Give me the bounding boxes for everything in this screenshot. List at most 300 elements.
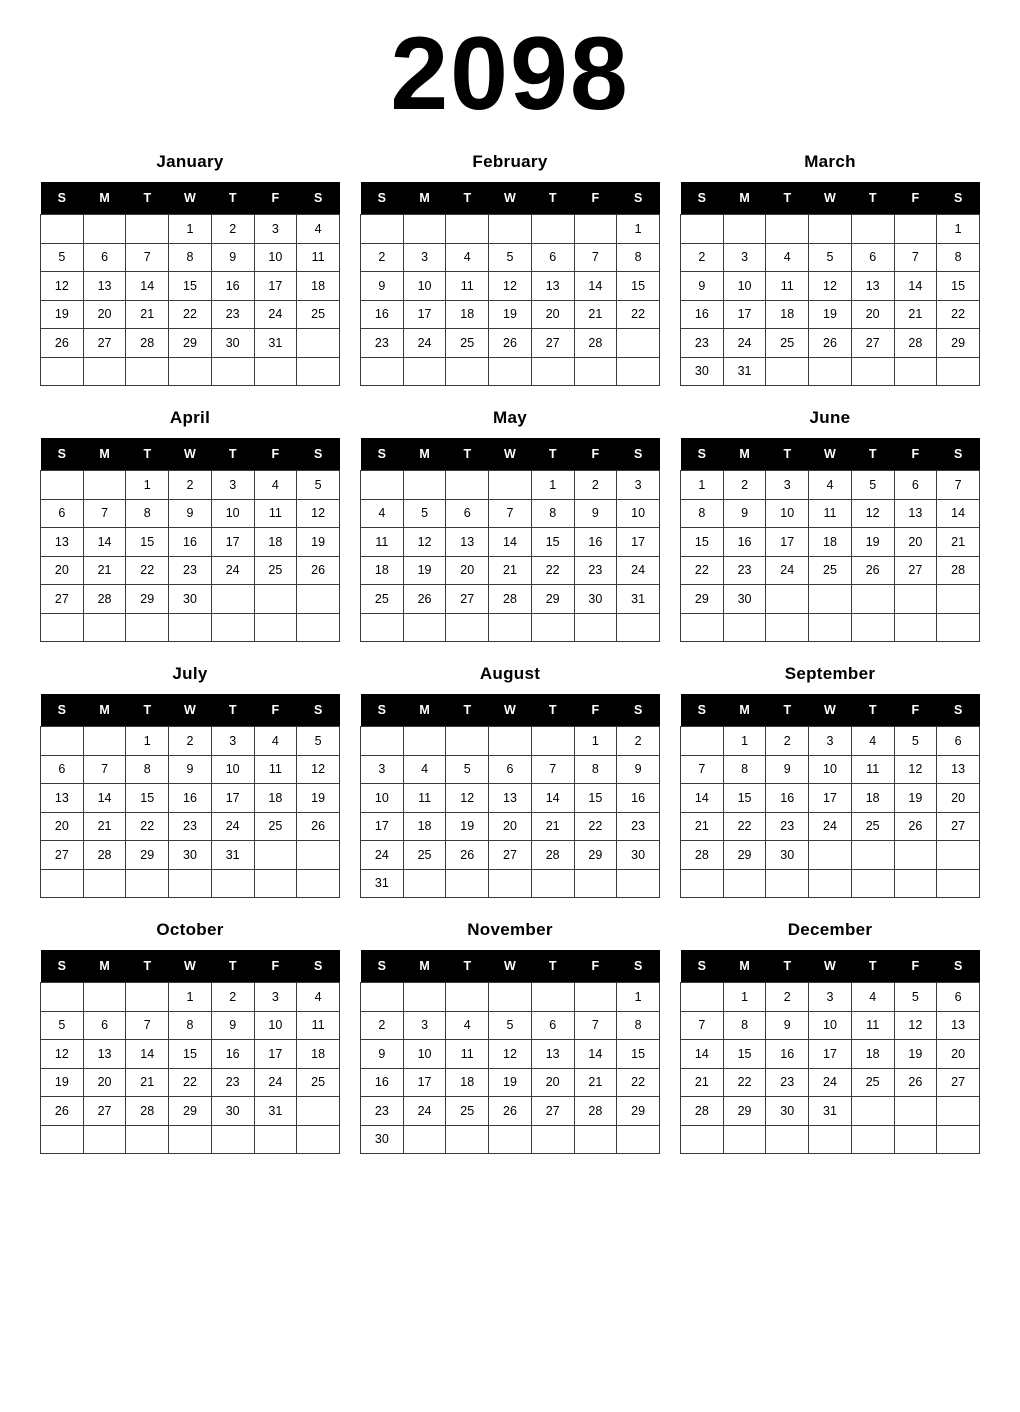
day-cell[interactable]: 19	[489, 1068, 532, 1097]
day-cell[interactable]: 31	[617, 585, 660, 614]
day-cell[interactable]: 10	[809, 755, 852, 784]
day-cell[interactable]: 30	[361, 1125, 404, 1154]
day-cell[interactable]: 8	[617, 243, 660, 272]
day-cell[interactable]: 14	[126, 272, 169, 301]
day-cell[interactable]: 19	[41, 1068, 84, 1097]
day-cell[interactable]: 12	[894, 1011, 937, 1040]
day-cell[interactable]: 14	[937, 499, 980, 528]
day-cell[interactable]: 22	[617, 1068, 660, 1097]
day-cell[interactable]: 6	[937, 983, 980, 1012]
day-cell[interactable]: 22	[937, 300, 980, 329]
day-cell[interactable]: 13	[531, 272, 574, 301]
day-cell[interactable]: 25	[403, 841, 446, 870]
day-cell[interactable]: 22	[126, 812, 169, 841]
day-cell[interactable]: 4	[446, 243, 489, 272]
day-cell[interactable]: 5	[851, 471, 894, 500]
day-cell[interactable]: 19	[851, 528, 894, 557]
day-cell[interactable]: 27	[489, 841, 532, 870]
day-cell[interactable]: 8	[937, 243, 980, 272]
day-cell[interactable]: 5	[809, 243, 852, 272]
day-cell[interactable]: 15	[681, 528, 724, 557]
day-cell[interactable]: 28	[574, 329, 617, 358]
day-cell[interactable]: 18	[851, 784, 894, 813]
day-cell[interactable]: 1	[617, 215, 660, 244]
day-cell[interactable]: 10	[723, 272, 766, 301]
day-cell[interactable]: 21	[126, 300, 169, 329]
day-cell[interactable]: 23	[169, 812, 212, 841]
day-cell[interactable]: 25	[254, 556, 297, 585]
day-cell[interactable]: 26	[41, 1097, 84, 1126]
day-cell[interactable]: 6	[446, 499, 489, 528]
day-cell[interactable]: 4	[297, 983, 340, 1012]
day-cell[interactable]: 3	[211, 727, 254, 756]
day-cell[interactable]: 8	[723, 755, 766, 784]
day-cell[interactable]: 29	[126, 585, 169, 614]
day-cell[interactable]: 7	[83, 755, 126, 784]
day-cell[interactable]: 9	[361, 272, 404, 301]
day-cell[interactable]: 19	[446, 812, 489, 841]
day-cell[interactable]: 12	[809, 272, 852, 301]
day-cell[interactable]: 4	[851, 727, 894, 756]
day-cell[interactable]: 8	[617, 1011, 660, 1040]
day-cell[interactable]: 24	[211, 812, 254, 841]
day-cell[interactable]: 14	[574, 272, 617, 301]
day-cell[interactable]: 19	[297, 528, 340, 557]
day-cell[interactable]: 13	[531, 1040, 574, 1069]
day-cell[interactable]: 7	[937, 471, 980, 500]
day-cell[interactable]: 12	[297, 755, 340, 784]
day-cell[interactable]: 18	[766, 300, 809, 329]
day-cell[interactable]: 6	[937, 727, 980, 756]
day-cell[interactable]: 9	[169, 499, 212, 528]
day-cell[interactable]: 3	[809, 727, 852, 756]
day-cell[interactable]: 30	[169, 841, 212, 870]
day-cell[interactable]: 30	[169, 585, 212, 614]
day-cell[interactable]: 6	[83, 243, 126, 272]
day-cell[interactable]: 24	[254, 1068, 297, 1097]
day-cell[interactable]: 8	[169, 1011, 212, 1040]
day-cell[interactable]: 1	[531, 471, 574, 500]
day-cell[interactable]: 19	[894, 1040, 937, 1069]
day-cell[interactable]: 30	[681, 357, 724, 386]
day-cell[interactable]: 1	[169, 215, 212, 244]
day-cell[interactable]: 11	[254, 499, 297, 528]
day-cell[interactable]: 2	[766, 983, 809, 1012]
day-cell[interactable]: 13	[41, 528, 84, 557]
day-cell[interactable]: 31	[254, 1097, 297, 1126]
day-cell[interactable]: 18	[297, 1040, 340, 1069]
day-cell[interactable]: 26	[446, 841, 489, 870]
day-cell[interactable]: 23	[766, 812, 809, 841]
day-cell[interactable]: 16	[361, 300, 404, 329]
day-cell[interactable]: 17	[254, 272, 297, 301]
day-cell[interactable]: 9	[169, 755, 212, 784]
day-cell[interactable]: 28	[574, 1097, 617, 1126]
day-cell[interactable]: 13	[41, 784, 84, 813]
day-cell[interactable]: 30	[211, 329, 254, 358]
day-cell[interactable]: 29	[937, 329, 980, 358]
day-cell[interactable]: 5	[894, 983, 937, 1012]
day-cell[interactable]: 11	[361, 528, 404, 557]
day-cell[interactable]: 26	[41, 329, 84, 358]
day-cell[interactable]: 29	[681, 585, 724, 614]
day-cell[interactable]: 5	[446, 755, 489, 784]
day-cell[interactable]: 10	[403, 272, 446, 301]
day-cell[interactable]: 20	[41, 812, 84, 841]
day-cell[interactable]: 25	[254, 812, 297, 841]
day-cell[interactable]: 9	[681, 272, 724, 301]
day-cell[interactable]: 11	[254, 755, 297, 784]
day-cell[interactable]: 6	[531, 1011, 574, 1040]
day-cell[interactable]: 13	[83, 1040, 126, 1069]
day-cell[interactable]: 16	[766, 1040, 809, 1069]
day-cell[interactable]: 22	[169, 1068, 212, 1097]
day-cell[interactable]: 6	[851, 243, 894, 272]
day-cell[interactable]: 28	[126, 1097, 169, 1126]
day-cell[interactable]: 15	[617, 272, 660, 301]
day-cell[interactable]: 18	[403, 812, 446, 841]
day-cell[interactable]: 20	[41, 556, 84, 585]
day-cell[interactable]: 26	[809, 329, 852, 358]
day-cell[interactable]: 7	[894, 243, 937, 272]
day-cell[interactable]: 12	[851, 499, 894, 528]
day-cell[interactable]: 30	[766, 1097, 809, 1126]
day-cell[interactable]: 12	[297, 499, 340, 528]
day-cell[interactable]: 21	[574, 300, 617, 329]
day-cell[interactable]: 27	[446, 585, 489, 614]
day-cell[interactable]: 5	[894, 727, 937, 756]
day-cell[interactable]: 22	[723, 812, 766, 841]
day-cell[interactable]: 5	[403, 499, 446, 528]
day-cell[interactable]: 22	[617, 300, 660, 329]
day-cell[interactable]: 5	[297, 727, 340, 756]
day-cell[interactable]: 22	[574, 812, 617, 841]
day-cell[interactable]: 6	[41, 755, 84, 784]
day-cell[interactable]: 23	[361, 329, 404, 358]
day-cell[interactable]: 4	[361, 499, 404, 528]
day-cell[interactable]: 3	[254, 215, 297, 244]
day-cell[interactable]: 23	[574, 556, 617, 585]
day-cell[interactable]: 8	[126, 755, 169, 784]
day-cell[interactable]: 1	[169, 983, 212, 1012]
day-cell[interactable]: 14	[126, 1040, 169, 1069]
day-cell[interactable]: 12	[41, 1040, 84, 1069]
day-cell[interactable]: 14	[83, 528, 126, 557]
day-cell[interactable]: 25	[297, 300, 340, 329]
day-cell[interactable]: 6	[83, 1011, 126, 1040]
day-cell[interactable]: 21	[937, 528, 980, 557]
day-cell[interactable]: 18	[254, 528, 297, 557]
day-cell[interactable]: 6	[41, 499, 84, 528]
day-cell[interactable]: 7	[126, 1011, 169, 1040]
day-cell[interactable]: 2	[169, 471, 212, 500]
day-cell[interactable]: 17	[211, 784, 254, 813]
day-cell[interactable]: 19	[489, 300, 532, 329]
day-cell[interactable]: 20	[446, 556, 489, 585]
day-cell[interactable]: 7	[574, 243, 617, 272]
day-cell[interactable]: 10	[617, 499, 660, 528]
day-cell[interactable]: 25	[809, 556, 852, 585]
day-cell[interactable]: 4	[254, 471, 297, 500]
day-cell[interactable]: 1	[723, 727, 766, 756]
day-cell[interactable]: 18	[254, 784, 297, 813]
day-cell[interactable]: 25	[361, 585, 404, 614]
day-cell[interactable]: 15	[937, 272, 980, 301]
day-cell[interactable]: 27	[937, 1068, 980, 1097]
day-cell[interactable]: 11	[766, 272, 809, 301]
day-cell[interactable]: 18	[297, 272, 340, 301]
day-cell[interactable]: 28	[894, 329, 937, 358]
day-cell[interactable]: 8	[126, 499, 169, 528]
day-cell[interactable]: 9	[211, 1011, 254, 1040]
day-cell[interactable]: 14	[531, 784, 574, 813]
day-cell[interactable]: 4	[254, 727, 297, 756]
day-cell[interactable]: 19	[894, 784, 937, 813]
day-cell[interactable]: 5	[41, 243, 84, 272]
day-cell[interactable]: 16	[574, 528, 617, 557]
day-cell[interactable]: 26	[403, 585, 446, 614]
day-cell[interactable]: 22	[126, 556, 169, 585]
day-cell[interactable]: 12	[446, 784, 489, 813]
day-cell[interactable]: 26	[297, 556, 340, 585]
day-cell[interactable]: 9	[617, 755, 660, 784]
day-cell[interactable]: 25	[766, 329, 809, 358]
day-cell[interactable]: 7	[681, 1011, 724, 1040]
day-cell[interactable]: 17	[723, 300, 766, 329]
day-cell[interactable]: 3	[809, 983, 852, 1012]
day-cell[interactable]: 12	[41, 272, 84, 301]
day-cell[interactable]: 24	[403, 329, 446, 358]
day-cell[interactable]: 28	[489, 585, 532, 614]
day-cell[interactable]: 24	[211, 556, 254, 585]
day-cell[interactable]: 15	[574, 784, 617, 813]
day-cell[interactable]: 16	[617, 784, 660, 813]
day-cell[interactable]: 20	[937, 1040, 980, 1069]
day-cell[interactable]: 13	[83, 272, 126, 301]
day-cell[interactable]: 10	[766, 499, 809, 528]
day-cell[interactable]: 7	[574, 1011, 617, 1040]
day-cell[interactable]: 5	[41, 1011, 84, 1040]
day-cell[interactable]: 23	[361, 1097, 404, 1126]
day-cell[interactable]: 21	[531, 812, 574, 841]
day-cell[interactable]: 3	[403, 1011, 446, 1040]
day-cell[interactable]: 29	[574, 841, 617, 870]
day-cell[interactable]: 13	[937, 755, 980, 784]
day-cell[interactable]: 1	[126, 727, 169, 756]
day-cell[interactable]: 26	[489, 1097, 532, 1126]
day-cell[interactable]: 9	[574, 499, 617, 528]
day-cell[interactable]: 28	[83, 841, 126, 870]
day-cell[interactable]: 5	[489, 1011, 532, 1040]
day-cell[interactable]: 24	[766, 556, 809, 585]
day-cell[interactable]: 17	[403, 300, 446, 329]
day-cell[interactable]: 20	[531, 300, 574, 329]
day-cell[interactable]: 21	[574, 1068, 617, 1097]
day-cell[interactable]: 13	[937, 1011, 980, 1040]
day-cell[interactable]: 14	[894, 272, 937, 301]
day-cell[interactable]: 8	[723, 1011, 766, 1040]
day-cell[interactable]: 3	[617, 471, 660, 500]
day-cell[interactable]: 31	[361, 869, 404, 898]
day-cell[interactable]: 6	[489, 755, 532, 784]
day-cell[interactable]: 23	[169, 556, 212, 585]
day-cell[interactable]: 20	[937, 784, 980, 813]
day-cell[interactable]: 11	[297, 1011, 340, 1040]
day-cell[interactable]: 7	[489, 499, 532, 528]
day-cell[interactable]: 30	[617, 841, 660, 870]
day-cell[interactable]: 31	[809, 1097, 852, 1126]
day-cell[interactable]: 17	[766, 528, 809, 557]
day-cell[interactable]: 30	[211, 1097, 254, 1126]
day-cell[interactable]: 31	[211, 841, 254, 870]
day-cell[interactable]: 17	[254, 1040, 297, 1069]
day-cell[interactable]: 27	[83, 1097, 126, 1126]
day-cell[interactable]: 27	[937, 812, 980, 841]
day-cell[interactable]: 12	[489, 272, 532, 301]
day-cell[interactable]: 27	[83, 329, 126, 358]
day-cell[interactable]: 24	[361, 841, 404, 870]
day-cell[interactable]: 14	[681, 1040, 724, 1069]
day-cell[interactable]: 27	[894, 556, 937, 585]
day-cell[interactable]: 4	[403, 755, 446, 784]
day-cell[interactable]: 11	[297, 243, 340, 272]
day-cell[interactable]: 2	[361, 243, 404, 272]
day-cell[interactable]: 2	[361, 1011, 404, 1040]
day-cell[interactable]: 10	[211, 499, 254, 528]
day-cell[interactable]: 25	[297, 1068, 340, 1097]
day-cell[interactable]: 29	[169, 1097, 212, 1126]
day-cell[interactable]: 28	[681, 1097, 724, 1126]
day-cell[interactable]: 25	[446, 329, 489, 358]
day-cell[interactable]: 13	[446, 528, 489, 557]
day-cell[interactable]: 16	[211, 1040, 254, 1069]
day-cell[interactable]: 23	[211, 300, 254, 329]
day-cell[interactable]: 2	[574, 471, 617, 500]
day-cell[interactable]: 25	[446, 1097, 489, 1126]
day-cell[interactable]: 22	[681, 556, 724, 585]
day-cell[interactable]: 6	[531, 243, 574, 272]
day-cell[interactable]: 7	[126, 243, 169, 272]
day-cell[interactable]: 1	[937, 215, 980, 244]
day-cell[interactable]: 21	[894, 300, 937, 329]
day-cell[interactable]: 16	[723, 528, 766, 557]
day-cell[interactable]: 29	[126, 841, 169, 870]
day-cell[interactable]: 26	[851, 556, 894, 585]
day-cell[interactable]: 20	[894, 528, 937, 557]
day-cell[interactable]: 1	[681, 471, 724, 500]
day-cell[interactable]: 11	[403, 784, 446, 813]
day-cell[interactable]: 29	[169, 329, 212, 358]
day-cell[interactable]: 16	[361, 1068, 404, 1097]
day-cell[interactable]: 29	[531, 585, 574, 614]
day-cell[interactable]: 15	[531, 528, 574, 557]
day-cell[interactable]: 14	[489, 528, 532, 557]
day-cell[interactable]: 3	[403, 243, 446, 272]
day-cell[interactable]: 21	[489, 556, 532, 585]
day-cell[interactable]: 11	[446, 1040, 489, 1069]
day-cell[interactable]: 4	[851, 983, 894, 1012]
day-cell[interactable]: 9	[723, 499, 766, 528]
day-cell[interactable]: 18	[446, 300, 489, 329]
day-cell[interactable]: 8	[169, 243, 212, 272]
day-cell[interactable]: 28	[681, 841, 724, 870]
day-cell[interactable]: 29	[617, 1097, 660, 1126]
day-cell[interactable]: 2	[211, 215, 254, 244]
day-cell[interactable]: 14	[83, 784, 126, 813]
day-cell[interactable]: 26	[894, 812, 937, 841]
day-cell[interactable]: 30	[766, 841, 809, 870]
day-cell[interactable]: 30	[723, 585, 766, 614]
day-cell[interactable]: 23	[766, 1068, 809, 1097]
day-cell[interactable]: 31	[723, 357, 766, 386]
day-cell[interactable]: 26	[894, 1068, 937, 1097]
day-cell[interactable]: 3	[361, 755, 404, 784]
day-cell[interactable]: 11	[446, 272, 489, 301]
day-cell[interactable]: 29	[723, 1097, 766, 1126]
day-cell[interactable]: 10	[361, 784, 404, 813]
day-cell[interactable]: 17	[361, 812, 404, 841]
day-cell[interactable]: 10	[403, 1040, 446, 1069]
day-cell[interactable]: 12	[489, 1040, 532, 1069]
day-cell[interactable]: 7	[83, 499, 126, 528]
day-cell[interactable]: 3	[766, 471, 809, 500]
day-cell[interactable]: 19	[41, 300, 84, 329]
day-cell[interactable]: 4	[446, 1011, 489, 1040]
day-cell[interactable]: 7	[681, 755, 724, 784]
day-cell[interactable]: 1	[574, 727, 617, 756]
day-cell[interactable]: 20	[489, 812, 532, 841]
day-cell[interactable]: 17	[809, 1040, 852, 1069]
day-cell[interactable]: 4	[297, 215, 340, 244]
day-cell[interactable]: 18	[851, 1040, 894, 1069]
day-cell[interactable]: 21	[681, 1068, 724, 1097]
day-cell[interactable]: 14	[574, 1040, 617, 1069]
day-cell[interactable]: 22	[723, 1068, 766, 1097]
day-cell[interactable]: 15	[126, 784, 169, 813]
day-cell[interactable]: 21	[83, 812, 126, 841]
day-cell[interactable]: 25	[851, 812, 894, 841]
day-cell[interactable]: 13	[894, 499, 937, 528]
day-cell[interactable]: 21	[681, 812, 724, 841]
day-cell[interactable]: 11	[809, 499, 852, 528]
day-cell[interactable]: 6	[894, 471, 937, 500]
day-cell[interactable]: 19	[403, 556, 446, 585]
day-cell[interactable]: 1	[617, 983, 660, 1012]
day-cell[interactable]: 19	[297, 784, 340, 813]
day-cell[interactable]: 15	[126, 528, 169, 557]
day-cell[interactable]: 9	[211, 243, 254, 272]
day-cell[interactable]: 23	[211, 1068, 254, 1097]
day-cell[interactable]: 24	[403, 1097, 446, 1126]
day-cell[interactable]: 18	[809, 528, 852, 557]
day-cell[interactable]: 17	[211, 528, 254, 557]
day-cell[interactable]: 7	[531, 755, 574, 784]
day-cell[interactable]: 2	[211, 983, 254, 1012]
day-cell[interactable]: 14	[681, 784, 724, 813]
day-cell[interactable]: 23	[617, 812, 660, 841]
day-cell[interactable]: 28	[531, 841, 574, 870]
day-cell[interactable]: 15	[169, 272, 212, 301]
day-cell[interactable]: 1	[126, 471, 169, 500]
day-cell[interactable]: 5	[489, 243, 532, 272]
day-cell[interactable]: 3	[723, 243, 766, 272]
day-cell[interactable]: 28	[83, 585, 126, 614]
day-cell[interactable]: 16	[169, 528, 212, 557]
day-cell[interactable]: 23	[723, 556, 766, 585]
day-cell[interactable]: 9	[766, 755, 809, 784]
day-cell[interactable]: 27	[41, 841, 84, 870]
day-cell[interactable]: 8	[574, 755, 617, 784]
